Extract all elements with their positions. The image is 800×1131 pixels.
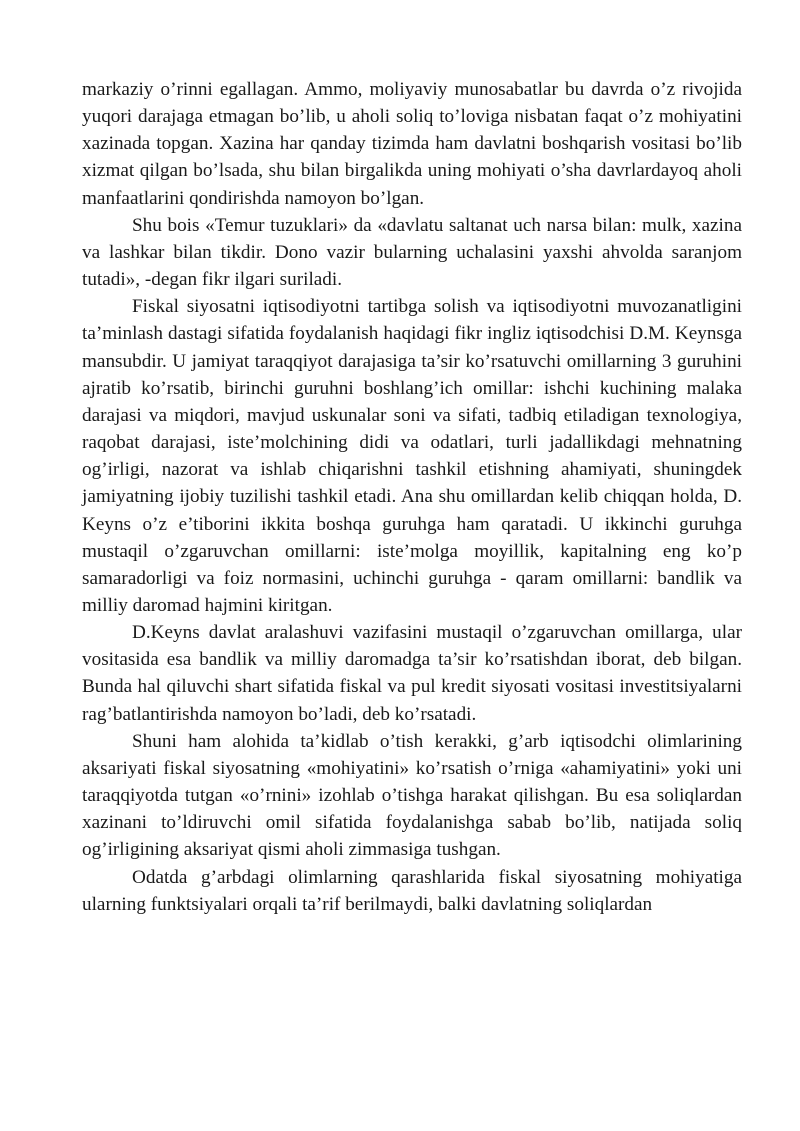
document-page	[82, 76, 742, 918]
paragraph-3: Fiskal siyosatni iqtisodiyotni tartibga solish va iqtisodiyotni muvozanatligini ta’minlash dastagi sifatida foydalanish haqidagi fikr ingliz iqtisodchisi D.M. Keynsga mansubdir. U jamiyat taraqqiyot darajasiga ta’sir ko’rsatuvchi omillarning 3 guruhini ajratib ko’rsatib, birinchi guruhni boshlang’ich omillar: ishchi kuchining malaka darajasi va miqdori, mavjud uskunalar soni va sifati, tadbiq etiladigan texnologiya, raqobat darajasi, iste’molchining didi va odatlari, turli jadallikdagi mehnatning og’irligi, nazorat va ishlab chiqarishni tashkil etishning ahamiyati, shuningdek jamiyatning ijobiy tuzilishi tashkil etadi. Ana shu omillardan kelib chiqqan holda, D. Keyns o’z e’tiborini ikkita boshqa guruhga ham qaratadi. U ikkinchi guruhga mustaqil o’zgaruvchan omillarni: iste’molga moyillik, kapitalning eng ko’p samaradorligi va foiz normasini, uchinchi guruhga - qaram omillarni: bandlik va milliy daromad hajmini kiritgan.	[82, 296, 742, 616]
paragraph-6: Odatda g’arbdagi olimlarning qarashlarida fiskal siyosatning mohiyatiga ularning funktsiyalari orqali ta’rif berilmaydi, balki davlatning soliqlardan	[82, 866, 742, 915]
paragraph-4: D.Keyns davlat aralashuvi vazifasini mustaqil o’zgaruvchan omillarga, ular vositasida esa bandlik va milliy daromadga ta’sir ko’rsatishdan iborat, deb bilgan. Bunda hal qiluvchi shart sifatida fiskal va pul kredit siyosati vositasi investitsiyalarni rag’batlantirishda namoyon bo’ladi, deb ko’rsatadi.	[82, 622, 742, 725]
paragraph-5: Shuni ham alohida ta’kidlab o’tish kerakki, g’arb iqtisodchi olimlarining aksariyati fiskal siyosatning «mohiyatini» ko’rsatish o’rniga «ahamiyatini» yoki uni taraqqiyotda tutgan «o’rnini» izohlab o’tishga harakat qilishgan. Bu esa soliqlardan xazinani to’ldiruvchi omil sifatida foydalanishga sabab bo’lib, natijada soliq og’irligining aksariyat qismi aholi zimmasiga tushgan.	[82, 730, 742, 861]
paragraph-1: markaziy o’rinni egallagan. Ammo, moliyaviy munosabatlar bu davrda o’z rivojida yuqori darajaga etmagan bo’lib, u aholi soliq to’loviga nisbatan faqat o’z mohiyatini xazinada topgan. Xazina har qanday tizimda ham davlatni boshqarish vositasi bo’lib xizmat qilgan bo’lsada, shu bilan birgalikda uning mohiyati o’sha davrlardayoq aholi manfaatlarini qondirishda namoyon bo’lgan.	[82, 79, 742, 209]
paragraph-2: Shu bois «Temur tuzuklari» da «davlatu saltanat uch narsa bilan: mulk, xazina va lashkar bilan tikdir. Dono vazir bularning uchalasini yaxshi ahvolda saranjom tutadi», -degan fikr ilgari suriladi.	[82, 214, 742, 291]
